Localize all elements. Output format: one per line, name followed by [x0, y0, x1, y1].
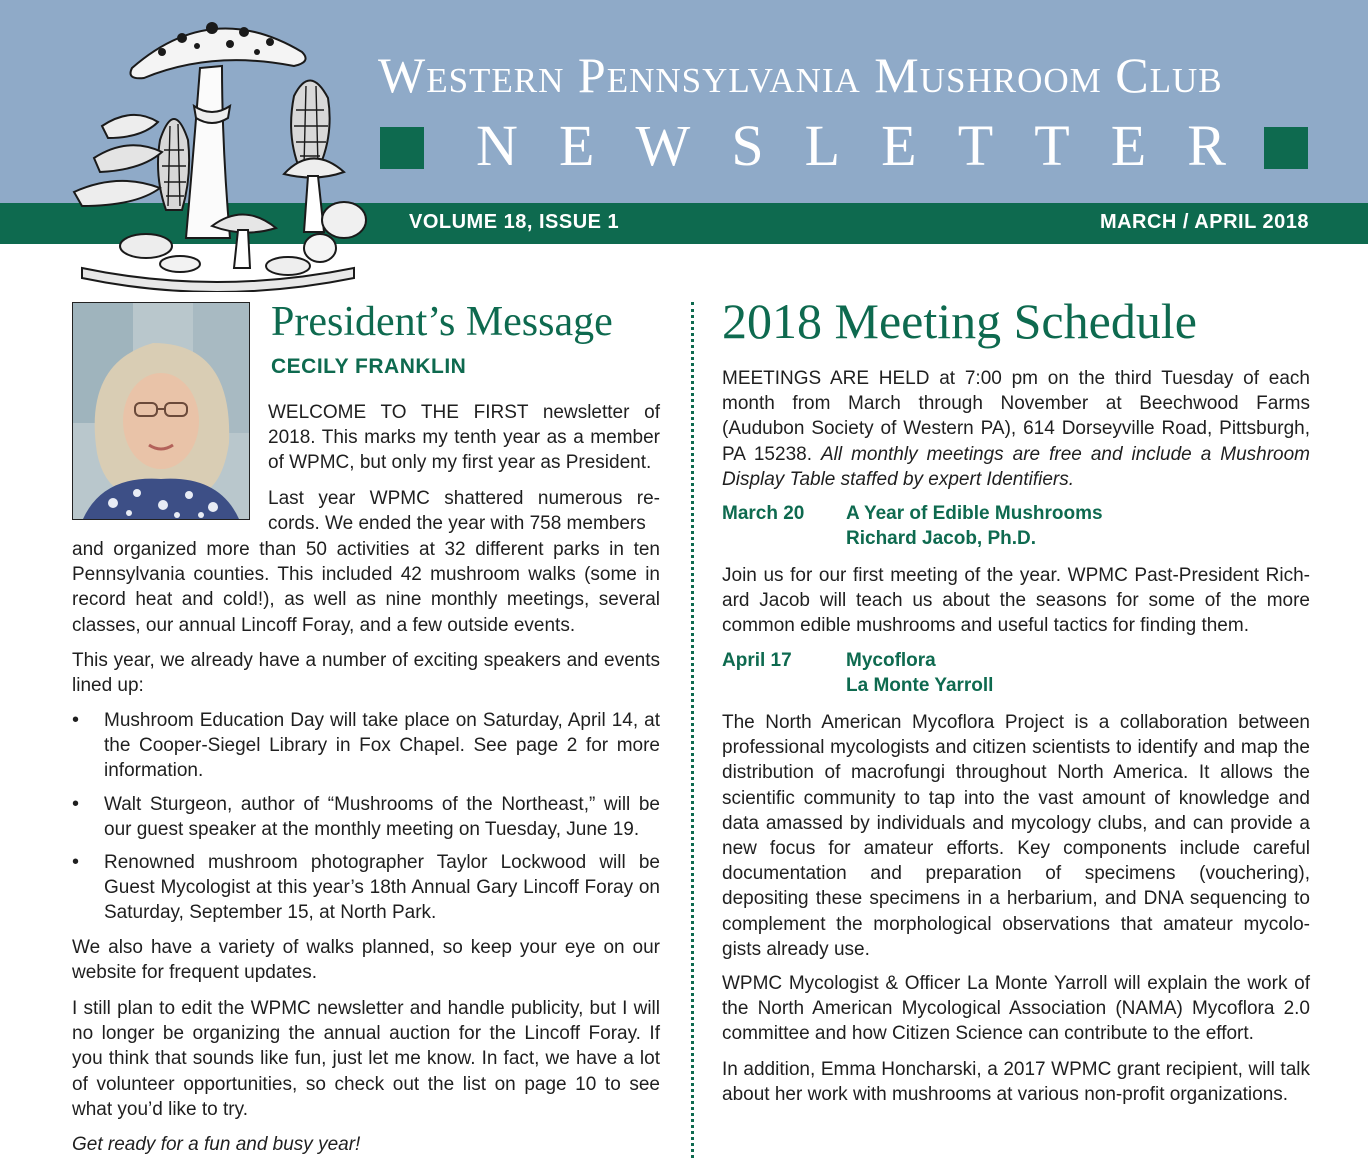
newsletter-letter: E [881, 113, 917, 178]
meeting-date: March 20 [722, 503, 805, 524]
president-paragraph-2-start-wrap [268, 486, 660, 536]
schedule-intro-wrap [722, 366, 1310, 492]
meeting-description: WPMC Mycologist & Officer La Monte Yarroll will explain the work of the North American Mycological Association (NAMA) Mycoflora 2.0 committee and how Citizen Science can contribute to the effort. [722, 973, 1310, 1045]
bullet-item: • Mushroom Education Day will take place on Saturday, April 14, at the Cooper-Siegel Library in Fox Chapel. See page 2 for more information. [72, 708, 660, 784]
president-paragraph-3: This year, we already have a number of exciting speakers and events lined up: [72, 650, 660, 697]
meeting-speaker: Richard Jacob, Ph.D. [846, 528, 1037, 549]
issue-date: MARCH / APRIL 2018 [1099, 211, 1309, 233]
newsletter-letter: R [1187, 113, 1226, 178]
president-paragraph-3-wrap [72, 648, 660, 698]
green-square-right [1264, 127, 1308, 169]
club-name: Western Pennsylvania Mushroom Club [378, 47, 1223, 103]
newsletter-letter: L [804, 113, 841, 178]
president-intro [268, 400, 660, 476]
meeting-april-paragraph-3-wrap [722, 1057, 1310, 1107]
meeting-march-description-wrap [722, 563, 1310, 639]
meeting-april-paragraph-2-wrap [722, 971, 1310, 1047]
newsletter-letter: E [558, 113, 595, 178]
president-paragraph-4-wrap [72, 935, 660, 985]
bullet-item: • Renowned mushroom photographer Taylor Lockwood will be Guest Mycologist at this year’s 18th Annual Gary Lincoff Foray on Saturday, September 15, at North Park. [72, 850, 660, 926]
president-closing: Get ready for a fun and busy year! [72, 1134, 361, 1155]
meeting-description: In addition, Emma Honcharski, a 2017 WPMC grant recipient, will talk about her work with mushrooms at various non-profit organizations. [722, 1059, 1310, 1106]
president-paragraph-5: I still plan to edit the WPMC newsletter and handle publicity, but I will no longer be organizing the annual auction for the Lincoff Foray. If you think that sounds like fun, just let me know. In fact, we have a lot of volunteer opportunities, so check out the list on page 10 to see what you’d like to try. [72, 998, 660, 1120]
meeting-title: A Year of Edible Mushrooms [846, 503, 1103, 524]
president-byline: CECILY FRANKLIN [271, 355, 467, 378]
meeting-description: The North American Mycoflora Project is a collaboration between professional mycologists and citizen scientists to identify and map the distribution of macrofungi throughout North America. It allows the scientific community to tap into the vast amount of knowledge and data amassed by individuals and mycology clubs, and can provide a new focus for amateur efforts. Key components include careful documentation and preparation of specimens (vouchering), depositing these specimens in a herbarium, and DNA sequencing to complement the morphological observations that amateur mycolo-gists already use. [722, 712, 1310, 960]
meeting-date: April 17 [722, 650, 792, 671]
mushroom-illustration-logo [62, 6, 370, 292]
meeting-title: Mycoflora [846, 650, 936, 671]
bullet-item: • Walt Sturgeon, author of “Mushrooms of the Northeast,” will be our guest speaker at the monthly meeting on Tuesday, June 19. [72, 792, 660, 842]
president-paragraph-2-start: Last year WPMC shattered numerous re-cords. We ended the year with 758 members [268, 488, 660, 535]
green-square-left [380, 127, 424, 169]
volume-issue: VOLUME 18, ISSUE 1 [409, 211, 620, 233]
president-paragraph-2-rest: and organized more than 50 activities at 32 different parks in ten Pennsylvania counties. This included 42 mushroom walks (some in record heat and cold!), as well as nine monthly meetings, several classes, our annual Lincoff Foray, and a few outside events. [72, 539, 660, 636]
newsletter-letter: T [957, 113, 994, 178]
newsletter-letter: S [731, 113, 764, 178]
president-paragraph-4: We also have a variety of walks planned, so keep your eye on our website for frequent updates. [72, 937, 660, 984]
president-paragraph-5-wrap [72, 996, 660, 1122]
events-bullet-list [72, 708, 660, 934]
newsletter-word [476, 113, 1226, 178]
newsletter-banner [380, 113, 1308, 178]
president-paragraph-1: WELCOME TO THE FIRST newsletter of 2018. This marks my tenth year as a member of WPMC, but only my first year as President. [268, 402, 660, 474]
president-photo [72, 302, 250, 520]
president-closing-wrap [72, 1132, 660, 1157]
newsletter-letter: E [1110, 113, 1147, 178]
column-divider [691, 302, 694, 1158]
presidents-message-title: President’s Message [271, 299, 613, 345]
newsletter-letter: W [635, 113, 691, 178]
president-paragraph-2-rest-wrap [72, 537, 660, 638]
newsletter-letter: N [476, 113, 518, 178]
newsletter-letter: T [1034, 113, 1070, 178]
meeting-schedule-title: 2018 Meeting Schedule [722, 293, 1197, 349]
meeting-april-description-wrap [722, 710, 1310, 962]
meeting-speaker: La Monte Yarroll [846, 675, 994, 696]
schedule-intro: MEETINGS ARE HELD at 7:00 pm on the third Tuesday of each month from March through November at Beechwood Farms (Audubon Society of Western PA), 614 Dorseyville Road, Pittsburgh, PA 15238. All monthly meetings are free and include a Mushroom Display Table staffed by expert Identifiers. [722, 368, 1310, 490]
meeting-description: Join us for our first meeting of the year. WPMC Past-President Rich-ard Jacob will teach us about the seasons for some of the more common edible mushrooms and useful tactics for finding them. [722, 565, 1310, 637]
